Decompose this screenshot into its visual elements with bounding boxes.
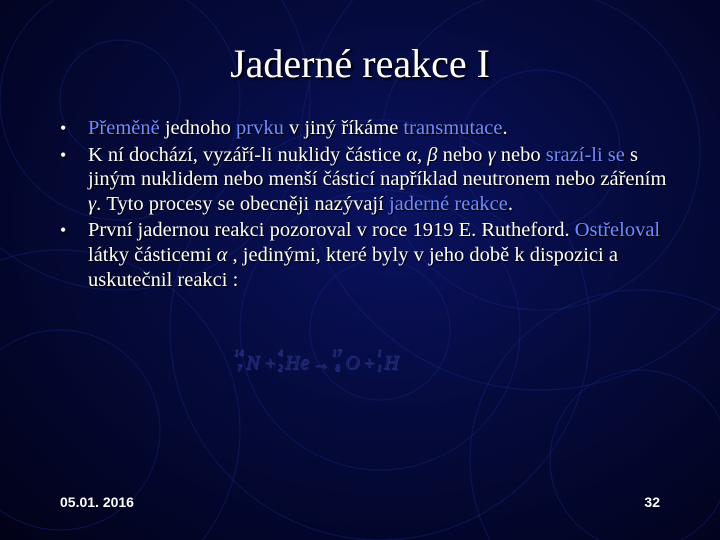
plus-sign-2: +	[363, 353, 376, 373]
highlighted-term: Ostřeloval	[574, 219, 661, 242]
bullet-text: ,	[416, 143, 428, 166]
product2-mass: 1	[377, 348, 382, 358]
footer-page-number: 32	[644, 494, 660, 510]
product1-symbol: O	[345, 352, 360, 374]
bullet-item	[60, 218, 680, 292]
highlighted-term: Přeměně	[88, 117, 160, 139]
highlighted-term: srazí-li se	[545, 143, 625, 166]
bullet-text: v jiný říkáme	[283, 117, 404, 139]
nuclear-reaction-equation	[232, 345, 482, 381]
bullet-marker: •	[60, 144, 67, 165]
bullet-text: K ní dochází, vyzáří-li nuklidy částice	[88, 143, 407, 166]
product2-atomic: 1	[377, 363, 382, 373]
highlighted-term: transmutace	[403, 117, 503, 139]
reactant1-symbol: N	[246, 352, 260, 374]
reactant2-symbol: He	[285, 352, 310, 374]
bullet-item	[60, 116, 680, 141]
greek-symbol: α	[406, 143, 417, 166]
equation-graphic	[232, 345, 482, 381]
plus-sign-1: +	[264, 353, 277, 373]
greek-symbol: γ	[88, 192, 97, 215]
reaction-arrow: →	[312, 353, 331, 373]
bullet-text: .	[502, 117, 508, 139]
reactant2-atomic: 2	[278, 363, 283, 373]
bullet-text: nebo	[437, 143, 488, 166]
greek-symbol: α	[216, 243, 228, 266]
bullet-list	[60, 116, 680, 294]
product2-symbol: H	[384, 352, 399, 374]
bullet-marker: •	[60, 220, 67, 241]
bullet-marker: •	[60, 118, 67, 138]
bullet-text: látky částicemi	[88, 243, 217, 266]
bullet-text: . Tyto procesy se obecněji nazývají	[96, 192, 389, 215]
greek-symbol: γ	[487, 143, 496, 166]
reactant1-atomic: 7	[237, 363, 242, 373]
reactant1-mass: 14	[234, 348, 244, 358]
product1-atomic: 8	[335, 363, 340, 373]
product1-mass: 17	[332, 348, 342, 358]
footer-date: 05.01. 2016	[60, 494, 134, 510]
slide-title: Jaderné reakce I	[230, 41, 490, 86]
greek-symbol: β	[427, 143, 438, 166]
highlighted-term: jaderné reakce	[388, 192, 508, 215]
bullet-text: První jadernou reakci pozoroval v roce 1919 E. Rutheford.	[88, 219, 575, 242]
bullet-text: , jedinými, které byly v jeho době k dispozici a uskutečnil reakci :	[88, 243, 618, 291]
bullet-item	[60, 143, 680, 217]
bullet-text: nebo	[495, 143, 546, 166]
bullet-text: .	[507, 192, 513, 215]
bullet-text: s jiným nuklidem nebo menší částicí například neutronem nebo zářením	[88, 143, 667, 191]
bullet-text: jednoho	[159, 117, 237, 139]
highlighted-term: prvku	[236, 117, 284, 139]
reactant2-mass: 4	[278, 348, 283, 358]
